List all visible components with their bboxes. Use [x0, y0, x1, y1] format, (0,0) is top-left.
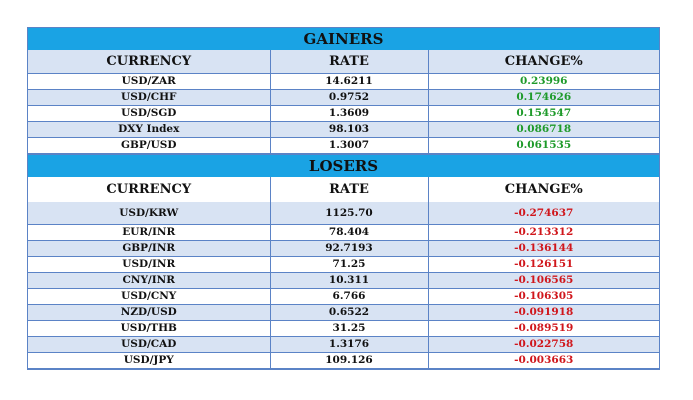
rate-cell: 1.3176 — [270, 337, 428, 353]
table-row — [28, 273, 659, 289]
gainers-header-rate: RATE — [270, 50, 428, 74]
table-row — [28, 321, 659, 337]
change-cell: 0.154547 — [428, 106, 659, 122]
table-row — [28, 305, 659, 321]
table-row — [28, 353, 659, 369]
rate-cell: 1.3609 — [270, 106, 428, 122]
currency-cell: USD/ZAR — [28, 74, 270, 90]
table-row — [28, 122, 659, 138]
losers-header-row — [28, 177, 659, 202]
table-row — [28, 138, 659, 154]
rate-cell: 31.25 — [270, 321, 428, 337]
currency-cell: USD/CAD — [28, 337, 270, 353]
change-cell: -0.089519 — [428, 321, 659, 337]
losers-header-currency: CURRENCY — [28, 177, 270, 202]
currency-cell: USD/INR — [28, 257, 270, 273]
currency-cell: USD/KRW — [28, 202, 270, 225]
change-cell: 0.086718 — [428, 122, 659, 138]
currency-cell: GBP/INR — [28, 241, 270, 257]
losers-header-change: CHANGE% — [428, 177, 659, 202]
currency-cell: EUR/INR — [28, 225, 270, 241]
gainers-header-row — [28, 50, 659, 74]
rate-cell: 0.9752 — [270, 90, 428, 106]
table-row — [28, 241, 659, 257]
currency-cell: NZD/USD — [28, 305, 270, 321]
rate-cell: 1125.70 — [270, 202, 428, 225]
table-row — [28, 289, 659, 305]
table-row — [28, 202, 659, 225]
change-cell: 0.061535 — [428, 138, 659, 154]
losers-table — [28, 177, 659, 369]
rate-cell: 71.25 — [270, 257, 428, 273]
change-cell: -0.126151 — [428, 257, 659, 273]
change-cell: -0.091918 — [428, 305, 659, 321]
currency-cell: USD/CHF — [28, 90, 270, 106]
rate-cell: 6.766 — [270, 289, 428, 305]
gainers-header-currency: CURRENCY — [28, 50, 270, 74]
losers-title: LOSERS — [28, 154, 659, 177]
currency-cell: GBP/USD — [28, 138, 270, 154]
currency-cell: USD/SGD — [28, 106, 270, 122]
gainers-title: GAINERS — [28, 27, 659, 50]
currency-cell: DXY Index — [28, 122, 270, 138]
currency-cell: USD/CNY — [28, 289, 270, 305]
change-cell: -0.213312 — [428, 225, 659, 241]
currency-cell: USD/THB — [28, 321, 270, 337]
change-cell: -0.003663 — [428, 353, 659, 369]
rate-cell: 98.103 — [270, 122, 428, 138]
table-row — [28, 257, 659, 273]
rate-cell: 109.126 — [270, 353, 428, 369]
rate-cell: 10.311 — [270, 273, 428, 289]
table-row — [28, 106, 659, 122]
change-cell: -0.106305 — [428, 289, 659, 305]
change-cell: 0.23996 — [428, 74, 659, 90]
change-cell: -0.274637 — [428, 202, 659, 225]
change-cell: -0.136144 — [428, 241, 659, 257]
rate-cell: 0.6522 — [270, 305, 428, 321]
change-cell: -0.022758 — [428, 337, 659, 353]
table-row — [28, 225, 659, 241]
rate-cell: 1.3007 — [270, 138, 428, 154]
currency-cell: USD/JPY — [28, 353, 270, 369]
table-row — [28, 90, 659, 106]
currency-cell: CNY/INR — [28, 273, 270, 289]
change-cell: -0.106565 — [428, 273, 659, 289]
rate-cell: 14.6211 — [270, 74, 428, 90]
rate-cell: 92.7193 — [270, 241, 428, 257]
rate-cell: 78.404 — [270, 225, 428, 241]
table-row — [28, 74, 659, 90]
gainers-table — [28, 50, 659, 154]
losers-header-rate: RATE — [270, 177, 428, 202]
table-row — [28, 337, 659, 353]
gainers-header-change: CHANGE% — [428, 50, 659, 74]
change-cell: 0.174626 — [428, 90, 659, 106]
currency-movers-sheet — [27, 27, 660, 370]
